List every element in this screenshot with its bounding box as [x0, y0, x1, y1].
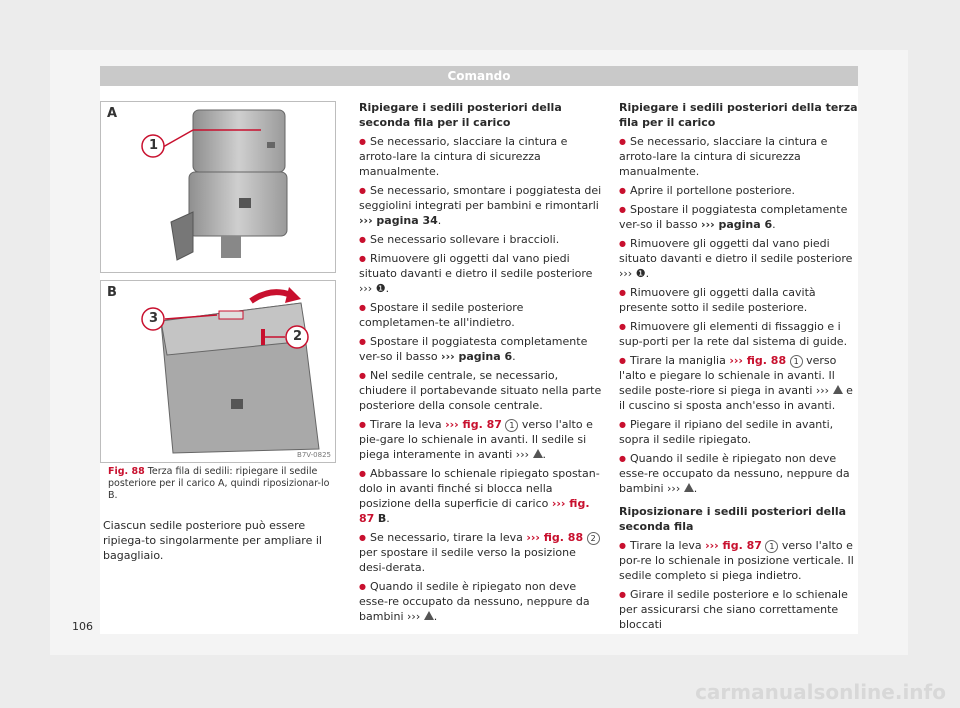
link-page-6[interactable]: ››› pagina 6 — [441, 350, 513, 363]
seat-folded-illustration — [101, 281, 336, 463]
figure-caption — [108, 466, 333, 502]
warning-icon — [533, 449, 543, 458]
seat-upright-illustration — [101, 102, 336, 273]
link-fig-87[interactable]: ››› fig. 87 — [705, 539, 762, 552]
page-number: 106 — [72, 620, 93, 633]
callout-1: 1 — [149, 138, 159, 153]
panel-letter-b: B — [107, 285, 117, 300]
list-item: ● Se necessario sollevare i braccioli. — [359, 232, 602, 247]
heading-third-row-fold: Ripiegare i sedili posteriori della terza fila per il carico — [619, 101, 858, 129]
callout-3: 3 — [149, 311, 159, 326]
list-item: ● Spostare il poggiatesta completamente ver-so il basso ››› pagina 6. — [359, 334, 602, 364]
figure-panel-b — [100, 280, 336, 463]
heading-second-row-fold: Ripiegare i sedili posteriori della seconda fila per il carico — [359, 101, 562, 129]
list-item: ● Aprire il portellone posteriore. — [619, 183, 862, 198]
list-item: ● Abbassare lo schienale ripiegato spostan-dolo in avanti finché si blocca nella posizione della superficie di carico ››› fig. 87 B. — [359, 466, 602, 526]
figure-code: B7V-0825 — [297, 451, 331, 459]
list-item: ● Nel sedile centrale, se necessario, chiudere il portabevande situato nella parte posteriore della console centrale. — [359, 368, 602, 413]
caption-text: Terza fila di sedili: ripiegare il sedile posteriore per il carico A, quindi riposizionar-lo B. — [108, 466, 330, 501]
link-fig-87[interactable]: ››› fig. 87 — [445, 418, 502, 431]
list-item: ● Tirare la leva ››› fig. 87 1 verso l'alto e por-re lo schienale in posizione verticale. Il sedile completo si piega indietro. — [619, 538, 862, 583]
figure-panel-a — [100, 101, 336, 273]
list-item: ● Spostare il poggiatesta completamente ver-so il basso ››› pagina 6. — [619, 202, 862, 232]
column-second-row — [359, 100, 602, 628]
column-third-row — [619, 100, 862, 636]
number-badge: 1 — [790, 355, 803, 368]
link-fig-88[interactable]: ››› fig. 88 — [729, 354, 787, 367]
list-item: ● Tirare la leva ››› fig. 87 1 verso l'alto e pie-gare lo schienale in avanti. Il sedile si piega interamente in avanti ››› . — [359, 417, 602, 462]
list-item: ● Piegare il ripiano del sedile in avanti, sopra il sedile ripiegato. — [619, 417, 862, 447]
link-fig-87[interactable]: ››› fig. 87 — [359, 497, 590, 525]
number-badge: 1 — [505, 419, 518, 432]
heading-second-row-reposition: Riposizionare i sedili posteriori della seconda fila — [619, 505, 847, 533]
list-item: ● Quando il sedile è ripiegato non deve esse-re occupato da nessuno, neppure da bambini ››› . — [619, 451, 862, 496]
list-item: ● Rimuovere gli elementi di fissaggio e i sup-porti per la rete dal sistema di guide. — [619, 319, 862, 349]
callout-2: 2 — [293, 329, 303, 344]
list-item: ● Se necessario, slacciare la cintura e arroto-lare la cintura di sicurezza manualmente. — [619, 134, 862, 179]
list-item: ● Se necessario, smontare i poggiatesta dei seggiolini integrati per bambini e rimontarli ››› pagina 34. — [359, 183, 602, 228]
warning-icon — [833, 385, 843, 394]
number-badge: 2 — [587, 532, 600, 545]
list-item: ● Spostare il sedile posteriore completamen-te all'indietro. — [359, 300, 602, 330]
list-item: ● Girare il sedile posteriore e lo schienale per assicurarsi che siano correttamente bloccati — [619, 587, 862, 632]
list-item: ● Tirare la maniglia ››› fig. 88 1 verso l'alto e piegare lo schienale in avanti. Il sedile poste-riore si piega in avanti ››› e il cuscino si sposta anch'esso in avanti. — [619, 353, 862, 413]
list-item: ● Rimuovere gli oggetti dal vano piedi situato davanti e dietro il sedile posteriore ››› ❶. — [359, 251, 602, 296]
list-item: ● Se necessario, slacciare la cintura e arroto-lare la cintura di sicurezza manualmente. — [359, 134, 602, 179]
section-header: Comando — [100, 66, 858, 86]
list-item: ● Rimuovere gli oggetti dalla cavità presente sotto il sedile posteriore. — [619, 285, 862, 315]
panel-letter-a: A — [107, 106, 118, 121]
warning-icon — [684, 483, 694, 492]
link-page-6[interactable]: ››› pagina 6 — [701, 218, 773, 231]
list-item: ● Quando il sedile è ripiegato non deve esse-re occupato da nessuno, neppure da bambini ››› . — [359, 579, 602, 624]
link-warning-ref[interactable]: ››› ❶ — [619, 267, 646, 280]
caption-ref: Fig. 88 — [108, 466, 145, 477]
link-fig-88[interactable]: ››› fig. 88 — [526, 531, 584, 544]
link-page-34[interactable]: ››› pagina 34 — [359, 214, 438, 227]
warning-icon — [424, 611, 434, 620]
list-item: ● Se necessario, tirare la leva ››› fig. 88 2 per spostare il sedile verso la posizione desi-derata. — [359, 530, 602, 575]
number-badge: 1 — [765, 540, 778, 553]
figure-88 — [100, 101, 336, 511]
intro-paragraph: Ciascun sedile posteriore può essere ripiega-to singolarmente per ampliare il bagagliaio. — [103, 519, 322, 562]
link-warning-ref[interactable]: ››› ❶ — [359, 282, 386, 295]
list-item: ● Rimuovere gli oggetti dal vano piedi situato davanti e dietro il sedile posteriore ››› ❶. — [619, 236, 862, 281]
watermark: carmanualsonline.info — [695, 680, 946, 704]
